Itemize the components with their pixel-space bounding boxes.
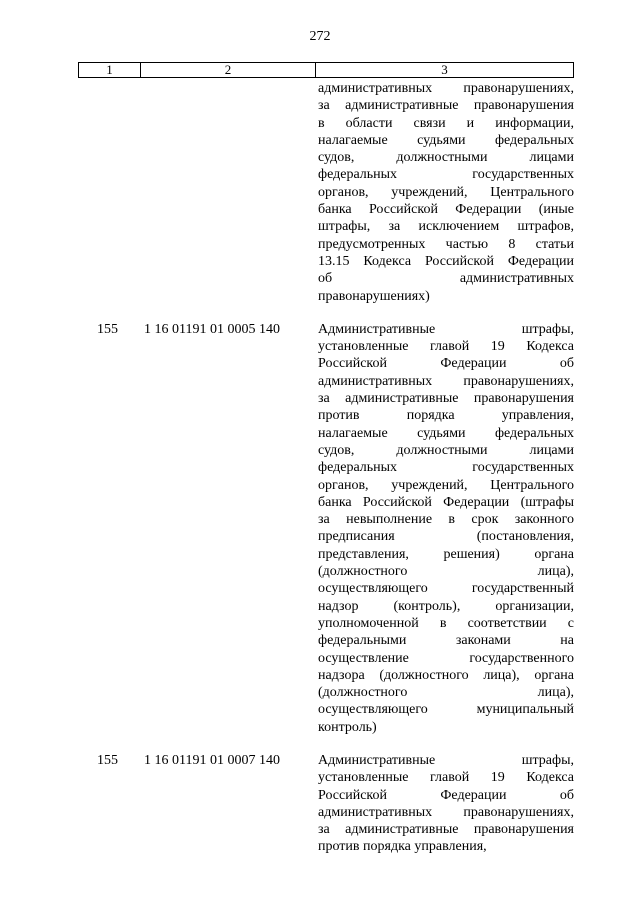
description-line: правонарушениях) — [318, 288, 430, 304]
description-line: административных правонарушениях, — [318, 373, 574, 389]
description-line: судов, должностными лицами — [318, 442, 574, 458]
description-line: против порядка управления, — [318, 408, 574, 424]
description-line: осуществляющего государственный — [318, 581, 574, 597]
description-line: установленные главой 19 Кодекса — [318, 339, 574, 355]
description-line: федеральными законами на — [318, 633, 574, 649]
description-line: уполномоченной в соответствии с — [318, 615, 574, 631]
description-line: административных правонарушениях, — [318, 81, 574, 96]
description-line: Российской Федерации об — [318, 787, 574, 803]
description-line: представления, решения) органа — [318, 546, 574, 562]
description-line: (должностного лица), — [318, 564, 574, 580]
admin-code-cell: 155 — [97, 752, 118, 768]
description-line: контроль) — [318, 719, 377, 735]
description-line: штрафы, за исключением штрафов, — [318, 219, 574, 235]
description-line: (должностного лица), — [318, 685, 574, 701]
kbk-code-cell: 1 16 01191 01 0005 140 — [144, 321, 280, 337]
description-line: налагаемые судьями федеральных — [318, 425, 574, 441]
kbk-code-cell: 1 16 01191 01 0007 140 — [144, 752, 280, 768]
table-row — [78, 752, 574, 856]
description-line: за административные правонарушения — [318, 98, 574, 114]
description-line: надзор (контроль), организации, — [318, 598, 574, 614]
description-line: против порядка управления, — [318, 839, 487, 855]
description-line: 13.15 Кодекса Российской Федерации — [318, 253, 574, 269]
description-line: установленные главой 19 Кодекса — [318, 770, 574, 786]
description-line: предписания (постановления, — [318, 529, 574, 545]
page-number: 272 — [309, 29, 331, 44]
description-line: Административные штрафы, — [318, 752, 574, 768]
kbk-code-cell — [140, 80, 315, 305]
description-line: за невыполнение в срок законного — [318, 512, 574, 528]
description-line: об административных — [318, 271, 574, 287]
column-header-1: 1 — [79, 63, 141, 77]
column-header-row — [78, 62, 574, 78]
admin-code-cell: 155 — [97, 321, 118, 337]
description-line: налагаемые судьями федеральных — [318, 132, 574, 148]
description-line: предусмотренных частью 8 статьи — [318, 236, 574, 252]
description-line: надзора (должностного лица), органа — [318, 667, 574, 683]
description-line: осуществляющего муниципальный — [318, 702, 574, 718]
description-line: Административные штрафы, — [318, 321, 574, 337]
description-line: за административные правонарушения — [318, 822, 574, 838]
description-cell — [315, 80, 574, 305]
description-cell — [315, 752, 574, 856]
table-row — [78, 321, 574, 736]
table-body — [78, 80, 574, 856]
description-cell — [315, 321, 574, 736]
description-line: осуществление государственного — [318, 650, 574, 666]
table-row — [78, 80, 574, 305]
description-line: судов, должностными лицами — [318, 150, 574, 166]
description-line: органов, учреждений, Центрального — [318, 477, 574, 493]
column-header-2: 2 — [141, 63, 316, 77]
description-line: банка Российской Федерации (штрафы — [318, 494, 574, 510]
description-line: федеральных государственных — [318, 167, 574, 183]
description-line: административных правонарушениях, — [318, 804, 574, 820]
column-header-3: 3 — [441, 62, 448, 77]
description-line: органов, учреждений, Центрального — [318, 184, 574, 200]
description-line: федеральных государственных — [318, 460, 574, 476]
description-line: в области связи и информации, — [318, 115, 574, 131]
description-line: Российской Федерации об — [318, 356, 574, 372]
admin-code-cell — [78, 80, 140, 305]
description-line: банка Российской Федерации (иные — [318, 202, 574, 218]
description-line: за административные правонарушения — [318, 391, 574, 407]
